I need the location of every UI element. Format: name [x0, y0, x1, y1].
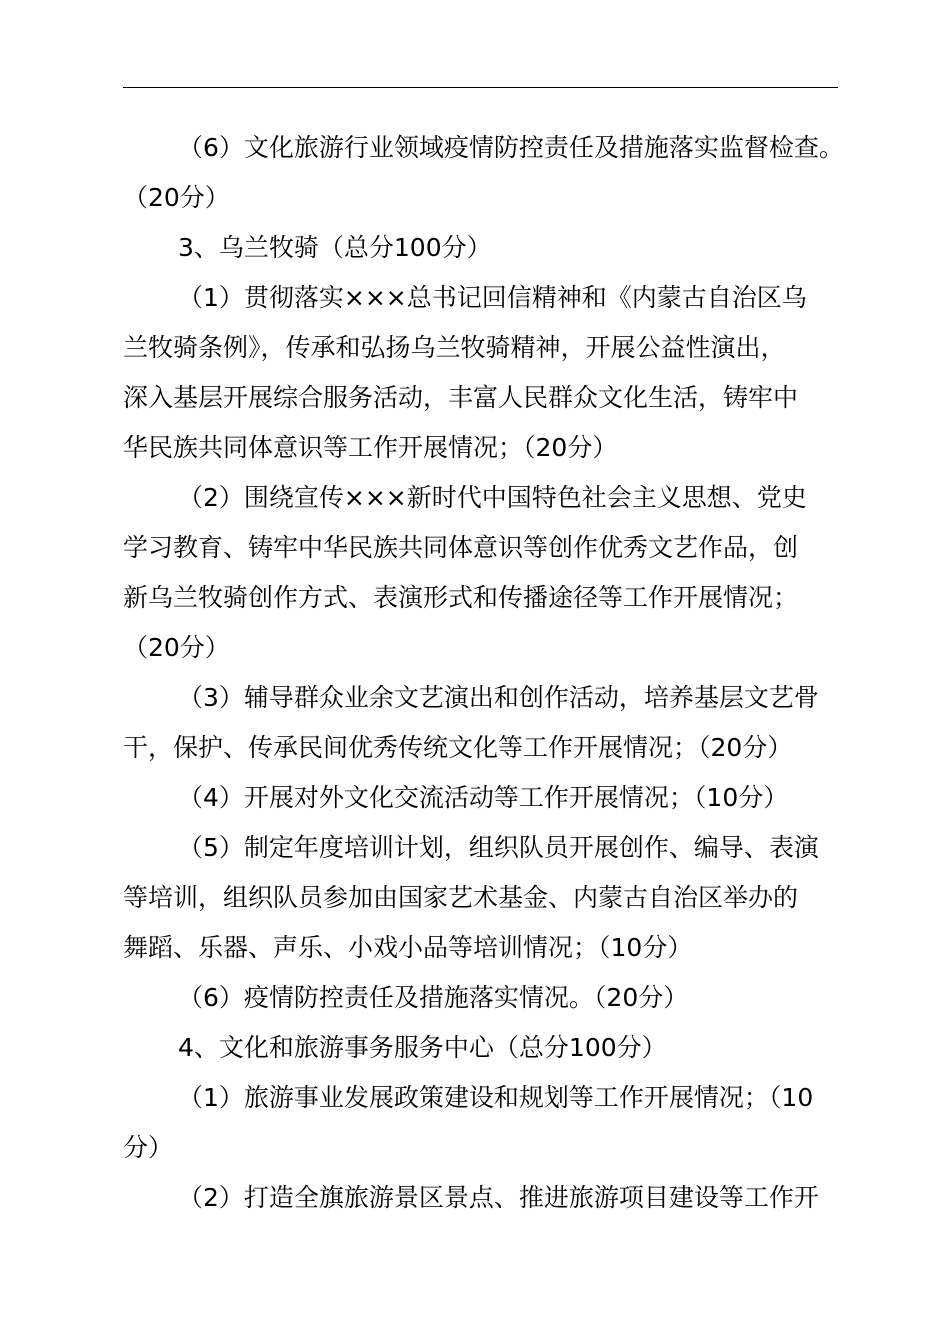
- text-line: （5）制定年度培训计划，组织队员开展创作、编导、表演: [178, 833, 819, 862]
- text-line: （4）开展对外文化交流活动等工作开展情况；（10分）: [178, 783, 789, 812]
- text-line: 等培训，组织队员参加由国家艺术基金、内蒙古自治区举办的: [123, 883, 799, 912]
- text-line: （1）旅游事业发展政策建设和规划等工作开展情况；（10: [178, 1083, 814, 1112]
- text-line: （1）贯彻落实×××总书记回信精神和《内蒙古自治区乌: [178, 283, 807, 312]
- text-line: （20分）: [123, 633, 230, 662]
- text-line: （6）文化旅游行业领域疫情防控责任及措施落实监督检查。: [178, 133, 844, 162]
- text-line: 舞蹈、乐器、声乐、小戏小品等培训情况；（10分）: [123, 933, 693, 962]
- section-heading: 4、文化和旅游事务服务中心（总分100分）: [178, 1033, 667, 1062]
- text-line: 干，保护、传承民间优秀传统文化等工作开展情况；（20分）: [123, 733, 793, 762]
- text-line: 新乌兰牧骑创作方式、表演形式和传播途径等工作开展情况；: [123, 583, 799, 612]
- section-heading: 3、乌兰牧骑（总分100分）: [178, 233, 492, 262]
- text-line: 分）: [123, 1133, 174, 1162]
- text-line: （2）围绕宣传×××新时代中国特色社会主义思想、党史: [178, 483, 807, 512]
- text-line: 华民族共同体意识等工作开展情况；（20分）: [123, 433, 618, 462]
- text-line: （2）打造全旗旅游景区景点、推进旅游项目建设等工作开: [178, 1183, 819, 1212]
- text-line: 深入基层开展综合服务活动，丰富人民群众文化生活，铸牢中: [123, 383, 799, 412]
- text-line: （6）疫情防控责任及措施落实情况。（20分）: [178, 983, 689, 1012]
- text-line: 学习教育、铸牢中华民族共同体意识等创作优秀文艺作品，创: [123, 533, 799, 562]
- header-rule: [123, 87, 838, 88]
- text-line: 兰牧骑条例》，传承和弘扬乌兰牧骑精神，开展公益性演出，: [123, 333, 786, 362]
- text-line: （20分）: [123, 183, 230, 212]
- text-line: （3）辅导群众业余文艺演出和创作活动，培养基层文艺骨: [178, 683, 819, 712]
